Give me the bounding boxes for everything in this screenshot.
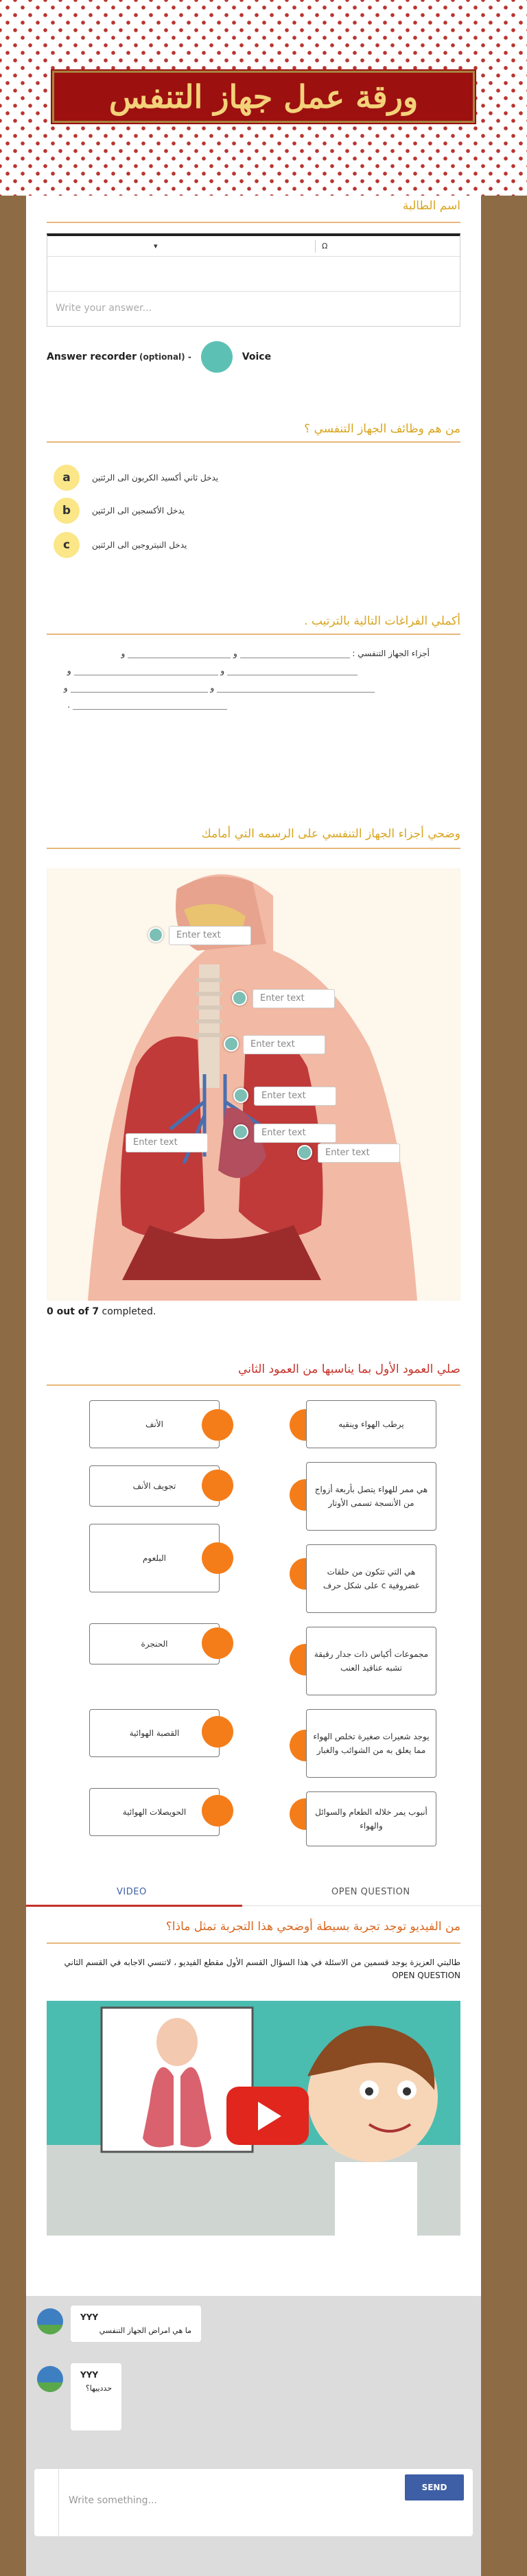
play-button-icon[interactable] — [226, 2087, 309, 2145]
comment-text: ما هي امراض الجهاز التنفسي — [99, 2326, 191, 2335]
title-banner — [52, 71, 475, 123]
mcq-option-b[interactable] — [54, 498, 185, 524]
option-text: يدخل الأكسجين الى الرئتين — [92, 506, 185, 515]
match-left-item[interactable]: البلعوم — [89, 1524, 220, 1592]
send-button[interactable]: SEND — [405, 2474, 464, 2500]
period: . — [67, 700, 71, 710]
fill-blank[interactable] — [73, 701, 227, 710]
video-question-body: طالبتي العزيزة يوجد قسمين من الاسئلة في هذا السؤال القسم الأول مقطع الفيديو ، لاتنسي الاجابه في القسم الثاني OPEN QUESTION — [64, 1958, 460, 1981]
comment-author: YYY — [80, 2370, 99, 2380]
match-left-dot[interactable] — [202, 1795, 233, 1826]
avatar — [37, 2366, 63, 2392]
match-left-item[interactable]: القصبة الهوائية — [89, 1709, 220, 1757]
comment-author: YYY — [80, 2312, 99, 2322]
fill-blank[interactable] — [227, 667, 358, 675]
match-right-item[interactable]: مجموعات أكياس ذات جدار رقيقة تشبه عناقيد العنب — [306, 1627, 436, 1695]
connector: و — [121, 649, 126, 658]
match-right-item[interactable]: هي ممر للهواء يتصل بأربعة أزواج من الأنسجة تسمى الأوتار — [306, 1462, 436, 1531]
match-left-item[interactable]: الأنف — [89, 1400, 220, 1448]
fill-blank[interactable] — [217, 684, 375, 693]
option-letter: b — [54, 498, 80, 524]
diagram-text-field-7[interactable]: Enter text — [318, 1144, 400, 1163]
fill-line-4 — [67, 700, 227, 710]
video-question-title: من الفيديو توجد تجربة بسيطة أوضحي هذا التجربة تمثل ماذا؟ — [165, 1920, 460, 1934]
comment-text: حددييها؟ — [85, 2384, 112, 2393]
fill-line-3 — [64, 683, 375, 693]
option-text: يدخل ثاني أكسيد الكربون الى الرئتين — [92, 473, 219, 483]
option-text: يدخل النيتروجين الى الرئتين — [92, 540, 187, 550]
toolbar-separator — [315, 240, 316, 253]
editor-toolbar — [47, 236, 460, 257]
tab-video[interactable]: VIDEO — [117, 1887, 147, 1897]
format-dropdown-icon[interactable]: ▾ — [154, 242, 158, 251]
label-marker — [232, 990, 247, 1006]
section-divider — [47, 222, 460, 223]
active-tab-indicator — [26, 1905, 242, 1907]
voice-record-button[interactable] — [201, 341, 233, 373]
label-marker — [297, 1145, 312, 1160]
match-left-dot[interactable] — [202, 1470, 233, 1501]
mcq-option-a[interactable] — [54, 465, 218, 491]
diagram-text-field-5[interactable]: Enter text — [254, 1124, 336, 1143]
match-left-item[interactable]: تجويف الأنف — [89, 1465, 220, 1507]
mcq-question-title: من هم وظائف الجهاز التنفسي ؟ — [304, 422, 460, 436]
voice-label: Voice — [242, 351, 272, 362]
section-divider — [47, 1942, 460, 1944]
label-marker — [148, 927, 163, 942]
option-letter: a — [54, 465, 80, 491]
fill-prompt: أجزاء الجهاز التنفسي : — [352, 649, 430, 658]
connector: و — [220, 666, 225, 675]
matching-question-title: صلي العمود الأول بما يناسبها من العمود الثاني — [238, 1362, 460, 1376]
comment-bubble — [71, 2363, 121, 2430]
match-left-dot[interactable] — [202, 1627, 233, 1659]
progress-suffix: completed. — [102, 1306, 156, 1317]
match-left-dot[interactable] — [202, 1716, 233, 1748]
student-name-title: اسم الطالبة — [402, 199, 460, 213]
match-right-item[interactable]: هي التي تتكون من حلقات غضروفية c على شكل حرف — [306, 1544, 436, 1613]
diagram-text-field-6[interactable]: Enter text — [126, 1133, 208, 1152]
fill-line-1 — [121, 649, 430, 658]
section-divider — [47, 848, 460, 849]
recorder-optional: (optional) - — [139, 352, 191, 362]
page-title: ورقة عمل جهاز التنفس — [108, 78, 419, 115]
fill-line-2 — [67, 666, 358, 675]
special-characters-icon[interactable]: Ω — [322, 242, 328, 251]
connector: و — [67, 666, 71, 675]
fill-blank[interactable] — [240, 650, 350, 658]
anatomy-illustration — [47, 868, 460, 1301]
connector: و — [210, 683, 215, 693]
answer-recorder — [47, 340, 271, 374]
student-name-editor[interactable] — [47, 233, 460, 327]
worksheet-sheet — [26, 196, 481, 2069]
section-divider — [47, 1384, 460, 1386]
fill-question-title: أكملي الفراغات التالية بالترتيب . — [304, 614, 460, 628]
respiratory-system-diagram — [47, 868, 460, 1301]
match-right-item[interactable]: يرطب الهواء وينقيه — [306, 1400, 436, 1448]
diagram-text-field-1[interactable]: Enter text — [169, 926, 251, 945]
comment-input[interactable]: Write something... — [69, 2495, 157, 2506]
section-divider — [47, 634, 460, 635]
diagram-text-field-4[interactable]: Enter text — [254, 1087, 336, 1106]
connector: و — [63, 683, 68, 693]
answer-input[interactable]: Write your answer... — [47, 291, 460, 328]
section-divider — [47, 441, 460, 443]
fill-blank[interactable] — [74, 667, 218, 675]
diagram-text-field-3[interactable]: Enter text — [243, 1035, 325, 1054]
match-right-item[interactable]: يوجد شعيرات صغيرة تخلص الهواء مما يعلق به من الشوائب والغبار — [306, 1709, 436, 1778]
connector: و — [233, 649, 237, 658]
label-marker — [233, 1124, 248, 1139]
avatar — [37, 2308, 63, 2334]
diagram-text-field-2[interactable]: Enter text — [253, 989, 335, 1008]
match-right-item[interactable]: أنبوب يمر خلاله الطعام والسوائل والهواء — [306, 1791, 436, 1846]
label-marker — [224, 1036, 239, 1052]
progress-count: 0 out of 7 — [47, 1306, 99, 1317]
comment-bubble — [71, 2306, 201, 2342]
diagram-question-title: وضحي أجزاء الجهاز التنفسي على الرسمه التي أمامك — [201, 827, 460, 841]
mcq-option-c[interactable] — [54, 532, 187, 558]
match-left-dot[interactable] — [202, 1409, 233, 1441]
attachment-icon[interactable] — [34, 2469, 59, 2536]
fill-blank[interactable] — [128, 650, 231, 658]
question-tabs — [26, 1877, 481, 1906]
match-left-item[interactable]: الحويصلات الهوائية — [89, 1788, 220, 1836]
match-left-item[interactable]: الحنجرة — [89, 1623, 220, 1664]
label-marker — [233, 1088, 248, 1103]
video-player[interactable] — [47, 2001, 460, 2236]
worksheet-paper — [26, 196, 481, 2576]
tab-open-question[interactable]: OPEN QUESTION — [331, 1887, 410, 1897]
recorder-label: Answer recorder — [47, 351, 137, 362]
diagram-progress — [47, 1306, 156, 1317]
fill-blank[interactable] — [71, 684, 208, 693]
match-left-dot[interactable] — [202, 1542, 233, 1574]
option-letter: c — [54, 532, 80, 558]
